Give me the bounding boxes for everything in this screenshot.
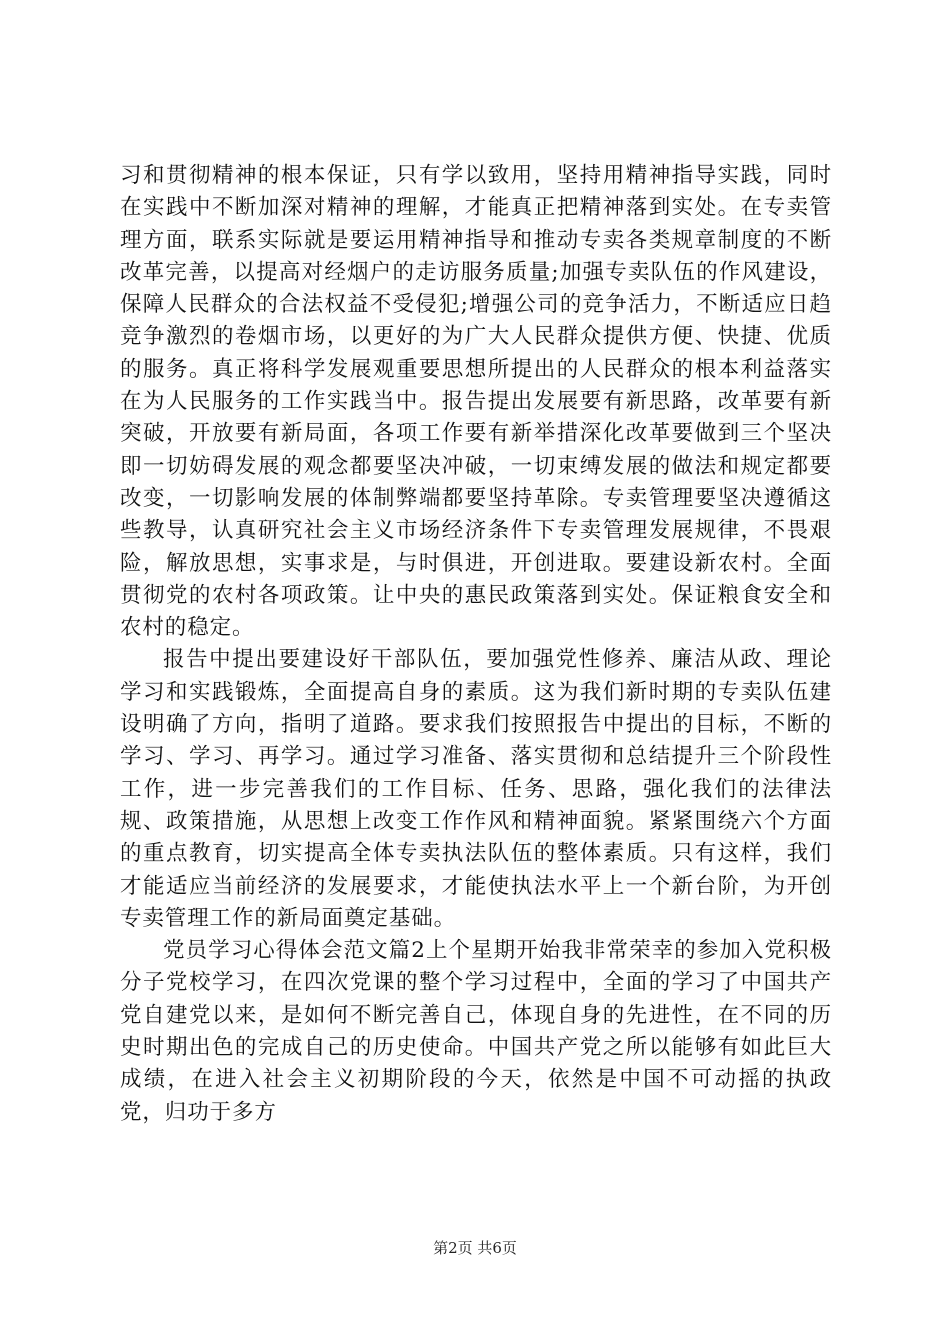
paragraph-2: 报告中提出要建设好干部队伍，要加强党性修养、廉洁从政、理论学习和实践锻炼，全面提高自身的素质。这为我们新时期的专卖队伍建设明确了方向，指明了道路。要求我们按照报告中提出的目标，不断的学习、学习、再学习。通过学习准备、落实贯彻和总结提升三个阶段性工作，进一步完善我们的工作目标、任务、思路，强化我们的法律法规、政策措施，从思想上改变工作作风和精神面貌。紧紧围绕六个方面的重点教育，切实提高全体专卖执法队伍的整体素质。只有这样，我们才能适应当前经济的发展要求，才能使执法水平上一个新台阶，为开创专卖管理工作的新局面奠定基础。 [120, 647, 832, 931]
paragraph-3: 党员学习心得体会范文篇2上个星期开始我非常荣幸的参加入党积极分子党校学习，在四次党课的整个学习过程中，全面的学习了中国共产党自建党以来，是如何不断完善自己，体现自身的先进性，在不同的历史时期出色的完成自己的历史使命。中国共产党之所以能够有如此巨大成绩，在进入社会主义初期阶段的今天，依然是中国不可动摇的执政党，归功于多方 [120, 938, 832, 1125]
document-body [120, 160, 832, 1129]
paragraph-1: 习和贯彻精神的根本保证，只有学以致用，坚持用精神指导实践，同时在实践中不断加深对精神的理解，才能真正把精神落到实处。在专卖管理方面，联系实际就是要运用精神指导和推动专卖各类规章制度的不断改革完善，以提高对经烟户的走访服务质量;加强专卖队伍的作风建设，保障人民群众的合法权益不受侵犯;增强公司的竞争活力，不断适应日趋竞争激烈的卷烟市场，以更好的为广大人民群众提供方便、快捷、优质的服务。真正将科学发展观重要思想所提出的人民群众的根本利益落实在为人民服务的工作实践当中。报告提出发展要有新思路，改革要有新突破，开放要有新局面，各项工作要有新举措深化改革要做到三个坚决即一切妨碍发展的观念都要坚决冲破，一切束缚发展的做法和规定都要改变，一切影响发展的体制弊端都要坚持革除。专卖管理要坚决遵循这些教导，认真研究社会主义市场经济条件下专卖管理发展规律，不畏艰险，解放思想，实事求是，与时俱进，开创进取。要建设新农村。全面贯彻党的农村各项政策。让中央的惠民政策落到实处。保证粮食安全和农村的稳定。 [120, 163, 832, 641]
page-footer: 第2页 共6页 [433, 1239, 517, 1257]
